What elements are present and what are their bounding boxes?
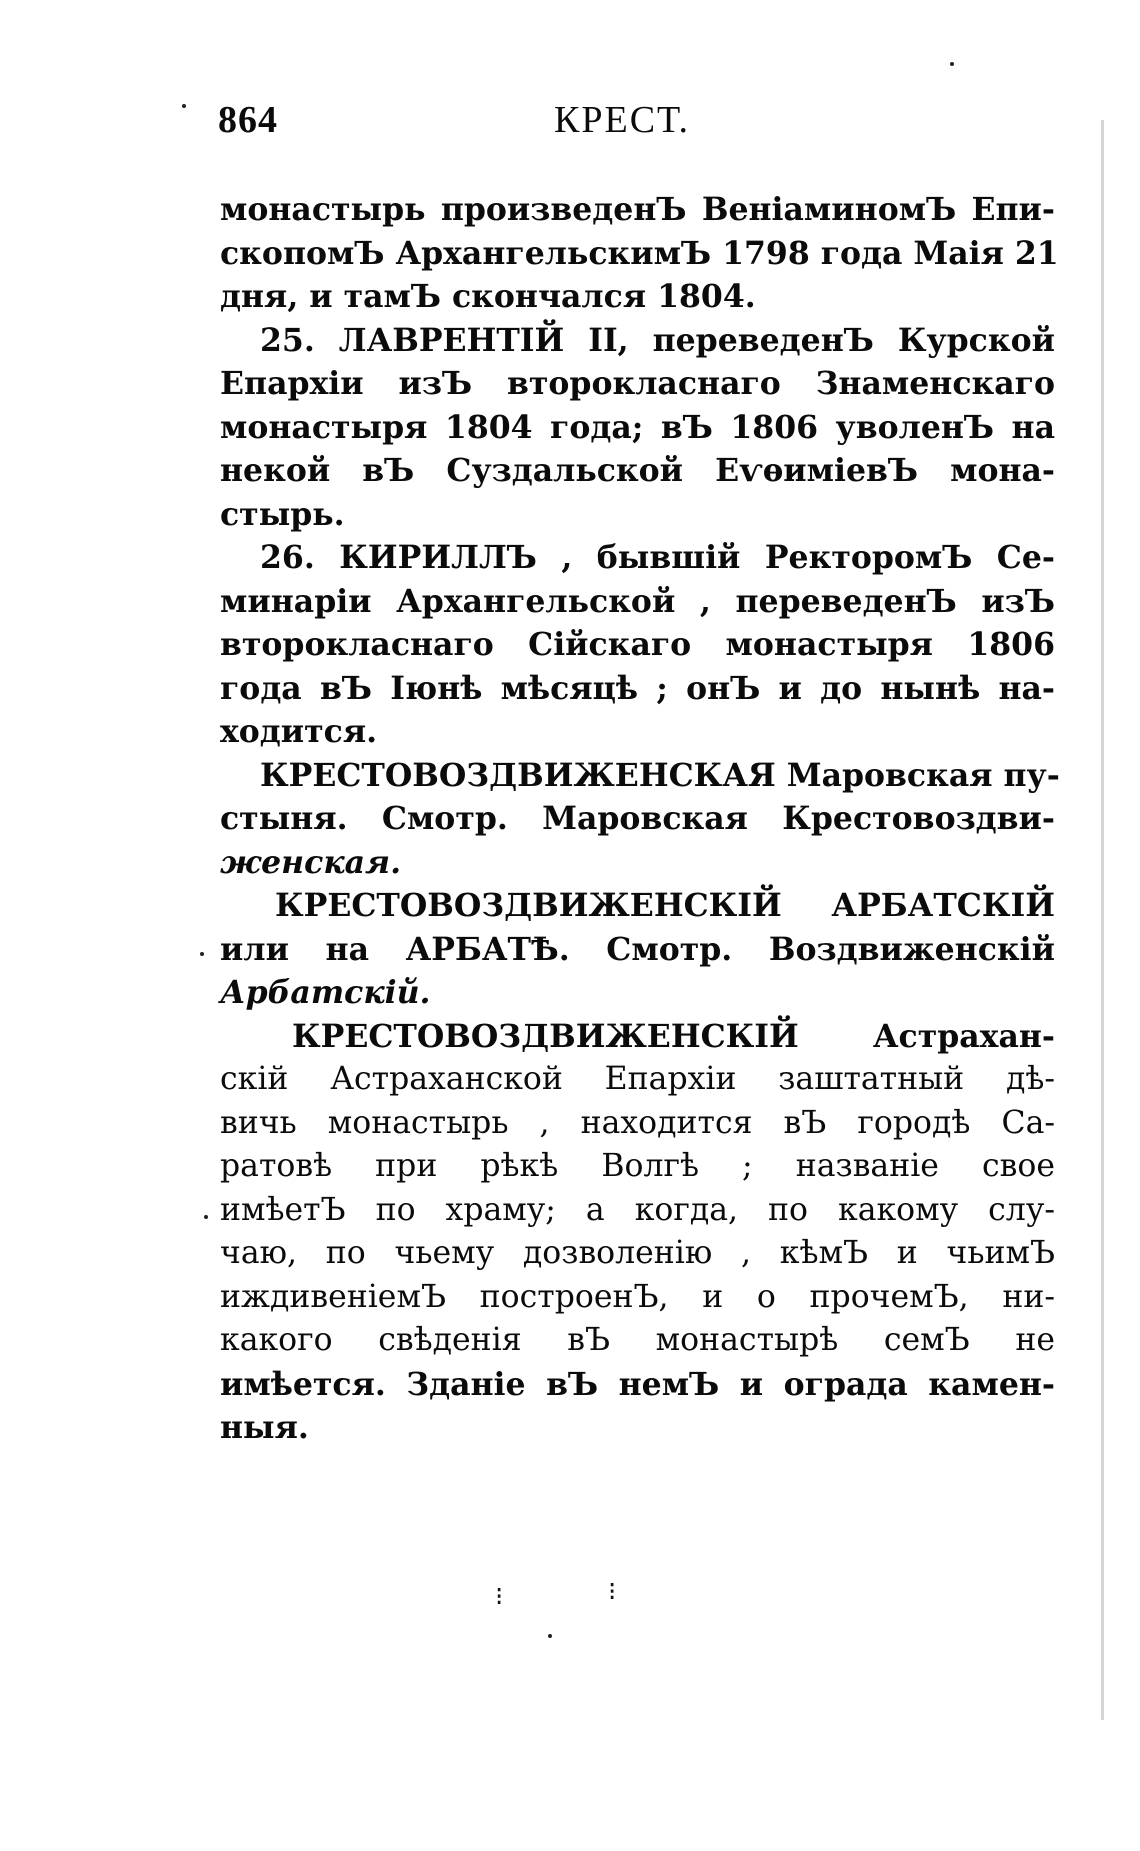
text-line: стыня. Смотр. Маровская Крестовоздви- [220, 800, 1055, 837]
text-line: Арбатскій. [220, 974, 431, 1011]
page-edge-rule [1101, 120, 1104, 1720]
page-header [218, 98, 1118, 158]
page-speck [200, 952, 204, 956]
text-line: ратовѣ при рѣкѣ Волгѣ ; названіе свое [220, 1148, 1055, 1184]
page-number: 864 [218, 99, 278, 141]
text-line: года вЪ Іюнѣ мѣсяцѣ ; онЪ и до нынѣ на- [220, 669, 1055, 707]
ornament-dots [495, 1577, 655, 1668]
text-line: скопомЪ АрхангельскимЪ 1798 года Маія 21 [220, 234, 1059, 272]
text-line: скій Астраханской Епархіи заштатный дѣ- [220, 1061, 1055, 1097]
text-line: какого свѣденія вЪ монастырѣ семЪ не [220, 1322, 1055, 1358]
text-line: Епархіи изЪ второклаcнаго Знаменскаго [220, 365, 1055, 402]
entry-arbatskiy-heading-line: КРЕСТОВОЗДВИЖЕНСКІЙ АРБАТСКІЙ [275, 887, 1055, 924]
text-line: или на АРБАТѢ. Смотр. Воздвиженскій [220, 930, 1055, 968]
text-line: дня, и тамЪ скончался 1804. [220, 278, 756, 315]
text-line: чаю, по чьему дозволенію , кѣмЪ и чьимЪ [220, 1235, 1055, 1271]
dictionary-text [220, 188, 1060, 1450]
text-line: монастыря 1804 года; вЪ 1806 уволенЪ на [220, 408, 1055, 446]
text-line: второклаcнаго Сійскаго монастыря 1806 [220, 626, 1055, 663]
text-line: вичь монастырь , находится вЪ городѣ Са- [220, 1104, 1055, 1141]
page-speck [950, 62, 954, 66]
text-line: монастырь произведенЪ ВеніаминомЪ Епи- [220, 191, 1055, 228]
entry-25-heading-line: 25. ЛАВРЕНТІЙ II, переведенЪ Курской [260, 321, 1055, 359]
running-head: КРЕСТ. [554, 99, 690, 141]
text-line: стырь. [220, 495, 345, 533]
entry-astrakhanskiy-heading-line: КРЕСТОВОЗДВИЖЕНСКІЙ Астрахан- [292, 1017, 1055, 1055]
entry-marovskaya-heading-line: КРЕСТОВОЗДВИЖЕНСКАЯ Маровская пу- [260, 756, 1060, 794]
page-speck [182, 104, 186, 108]
page-speck [204, 1215, 208, 1219]
dots-right: ⁝ [608, 1577, 617, 1607]
text-line: некой вЪ Суздальской ЕѵѳиміевЪ мона- [220, 452, 1055, 489]
text-line: ныя. [220, 1409, 309, 1446]
text-line: ходится. [220, 713, 378, 750]
text-line: женская. [220, 843, 402, 881]
text-line: имѣетЪ по храму; а когда, по какому слу- [220, 1191, 1055, 1228]
text-line: минаріи Архангельской , переведенЪ изЪ [220, 582, 1055, 620]
page-speck [548, 1634, 552, 1638]
text-line: имѣется. Зданіе вЪ немЪ и ограда камен- [220, 1365, 1055, 1403]
text-line: иждивеніемЪ построенЪ, и о прочемЪ, ни- [220, 1278, 1055, 1315]
dots-left: ⁝ [495, 1582, 504, 1612]
entry-26-heading-line: 26. КИРИЛЛЪ , бывшій РекторомЪ Се- [260, 539, 1055, 576]
